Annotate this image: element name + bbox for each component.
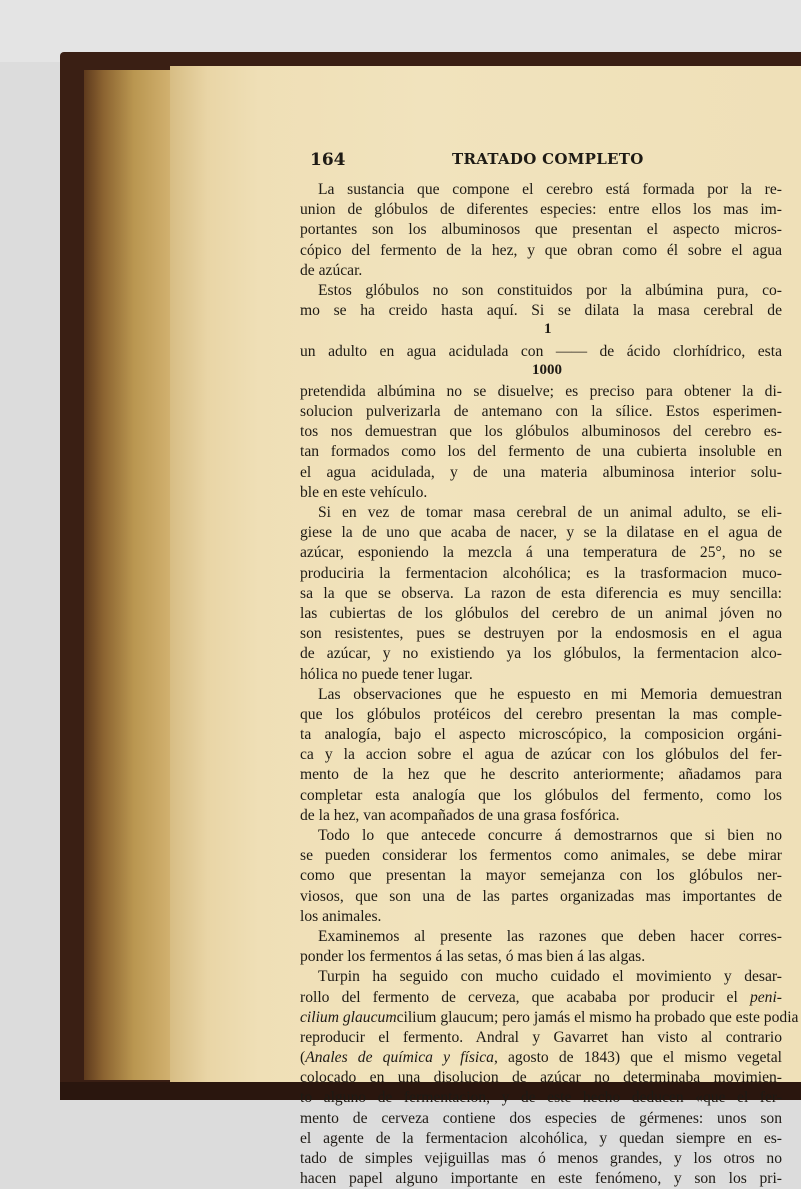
text-line: que los glóbulos protéicos del cerebro presentan la mas comple- bbox=[300, 705, 782, 723]
text-line: mento de la hez que he descrito anteriormente; añadamos para bbox=[300, 766, 782, 784]
text-line: de azúcar. bbox=[300, 261, 363, 279]
text-line: el agua acidulada, y de una materia albuminosa interior solu- bbox=[300, 463, 782, 481]
body-text bbox=[300, 180, 799, 1189]
text-line bbox=[300, 1048, 782, 1068]
text-line: La sustancia que compone el cerebro está formada por la re- bbox=[318, 181, 782, 198]
text-line bbox=[300, 1008, 799, 1028]
text-line: el agente de la fermentacion alcohólica, y quedan siempre en es- bbox=[300, 1129, 782, 1147]
text-line: union de glóbulos de diferentes especies: entre ellos los mas im- bbox=[300, 201, 782, 219]
text-line: ca y la accion sobre el agua de azúcar con los glóbulos del fer- bbox=[300, 746, 782, 764]
text-line: solucion pulverizarla de antemano con la sílice. Estos esperimen- bbox=[300, 403, 782, 421]
text-line: Las observaciones que he espuesto en mi Memoria demuestran bbox=[318, 685, 782, 703]
text-line: tos nos demuestran que los glóbulos albuminosos del cerebro es- bbox=[300, 423, 782, 441]
text-line: pretendida albúmina no se disuelve; es preciso para obtener la di- bbox=[300, 382, 782, 400]
text-line: Todo lo que antecede concurre á demostrarnos que si bien no bbox=[318, 827, 782, 844]
page-number: 164 bbox=[310, 150, 346, 170]
text-line: sa la que se observa. La razon de esta diferencia es muy sencilla: bbox=[300, 584, 782, 602]
fraction-numerator-row bbox=[300, 321, 782, 341]
text-line: ta analogía, bajo el aspecto microscópico, la composicion orgáni- bbox=[300, 726, 782, 744]
text-line: portantes son los albuminosos que presentan el aspecto micros- bbox=[300, 221, 782, 239]
text-line: cópico del fermento de la hez, y que obran como él sobre el agua bbox=[300, 241, 782, 259]
text-line: hólica no puede tener lugar. bbox=[300, 665, 473, 683]
text-segment: cilium glaucum; pero jamás el mismo ha probado que este podia bbox=[396, 1008, 799, 1026]
italic-citation: Anales de química y física bbox=[305, 1049, 494, 1067]
text-segment: rollo del fermento de cerveza, que acababa por producir el bbox=[300, 988, 750, 1006]
text-line: se pueden considerar los fermentos como animales, se debe mirar bbox=[300, 847, 782, 865]
text-line: Examinemos al presente las razones que deben hacer corres- bbox=[318, 927, 782, 945]
fraction-denominator-row bbox=[300, 362, 782, 382]
text-line: ponder los fermentos á las setas, ó mas bien á las algas. bbox=[300, 948, 646, 966]
text-line: hacen papel alguno importante en este fenómeno, y son los pri- bbox=[300, 1170, 782, 1188]
italic-term: cilium glaucum bbox=[300, 1008, 397, 1026]
running-title: TRATADO COMPLETO bbox=[452, 150, 644, 168]
fraction-numerator: 1 bbox=[544, 321, 552, 338]
text-line: completar esta analogía que los glóbulos del fermento, como los bbox=[300, 786, 782, 804]
text-line: giese la de uno que acaba de nacer, y se la dilatase en el agua de bbox=[300, 524, 782, 542]
text-line: Estos glóbulos no son constituidos por la albúmina pura, co- bbox=[318, 281, 782, 299]
text-line: viosos, que son una de las partes organizadas mas importantes de bbox=[300, 887, 782, 905]
text-line: Si en vez de tomar masa cerebral de un animal adulto, se eli- bbox=[318, 504, 782, 521]
text-line: las cubiertas de los glóbulos del cerebro de un animal jóven no bbox=[300, 604, 782, 622]
text-line: mento de cerveza contiene dos especies de gérmenes: unos son bbox=[300, 1109, 782, 1127]
italic-term: peni- bbox=[749, 988, 782, 1006]
text-line: ble en este vehículo. bbox=[300, 483, 428, 501]
text-line: colocado en una disolucion de azúcar no determinaba movimien- bbox=[300, 1069, 782, 1087]
text-line: tan formados como los del fermento de una cubierta insoluble en bbox=[300, 443, 782, 461]
text-line: como que presentan la mayor semejanza con los glóbulos ner- bbox=[300, 867, 782, 885]
text-line: tado de simples vejiguillas mas ó menos grandes, y los otros no bbox=[300, 1150, 782, 1167]
text-line bbox=[300, 988, 782, 1008]
text-line: to alguno de fermentacion, y de este hecho deducen «que el fer- bbox=[300, 1089, 782, 1107]
fraction-denominator: 1000 bbox=[532, 361, 562, 378]
page-header bbox=[310, 150, 780, 174]
text-line: de azúcar, y no existiendo ya los glóbulos, la fermentacion alco- bbox=[300, 645, 782, 663]
text-line: azúcar, esponiendo la mezcla á una temperatura de 25°, no se bbox=[300, 544, 782, 562]
text-segment: ( bbox=[300, 1049, 306, 1067]
text-line: los animales. bbox=[300, 907, 382, 925]
text-line: Turpin ha seguido con mucho cuidado el movimiento y desar- bbox=[318, 968, 782, 986]
text-line: un adulto en agua acidulada con —— de ácido clorhídrico, esta bbox=[300, 342, 782, 360]
text-line: mo se ha creido hasta aquí. Si se dilata la masa cerebral de bbox=[300, 302, 782, 320]
text-line: son resistentes, pues se destruyen por la endosmosis en el agua bbox=[300, 625, 782, 643]
text-line: reproducir el fermento. Andral y Gavarret han visto al contrario bbox=[300, 1028, 782, 1046]
text-line: de la hez, van acompañados de una grasa fosfórica. bbox=[300, 806, 620, 824]
text-segment: , agosto de 1843) que el mismo vegetal bbox=[493, 1049, 782, 1067]
text-line: produciria la fermentacion alcohólica; es la trasformacion muco- bbox=[300, 564, 782, 582]
